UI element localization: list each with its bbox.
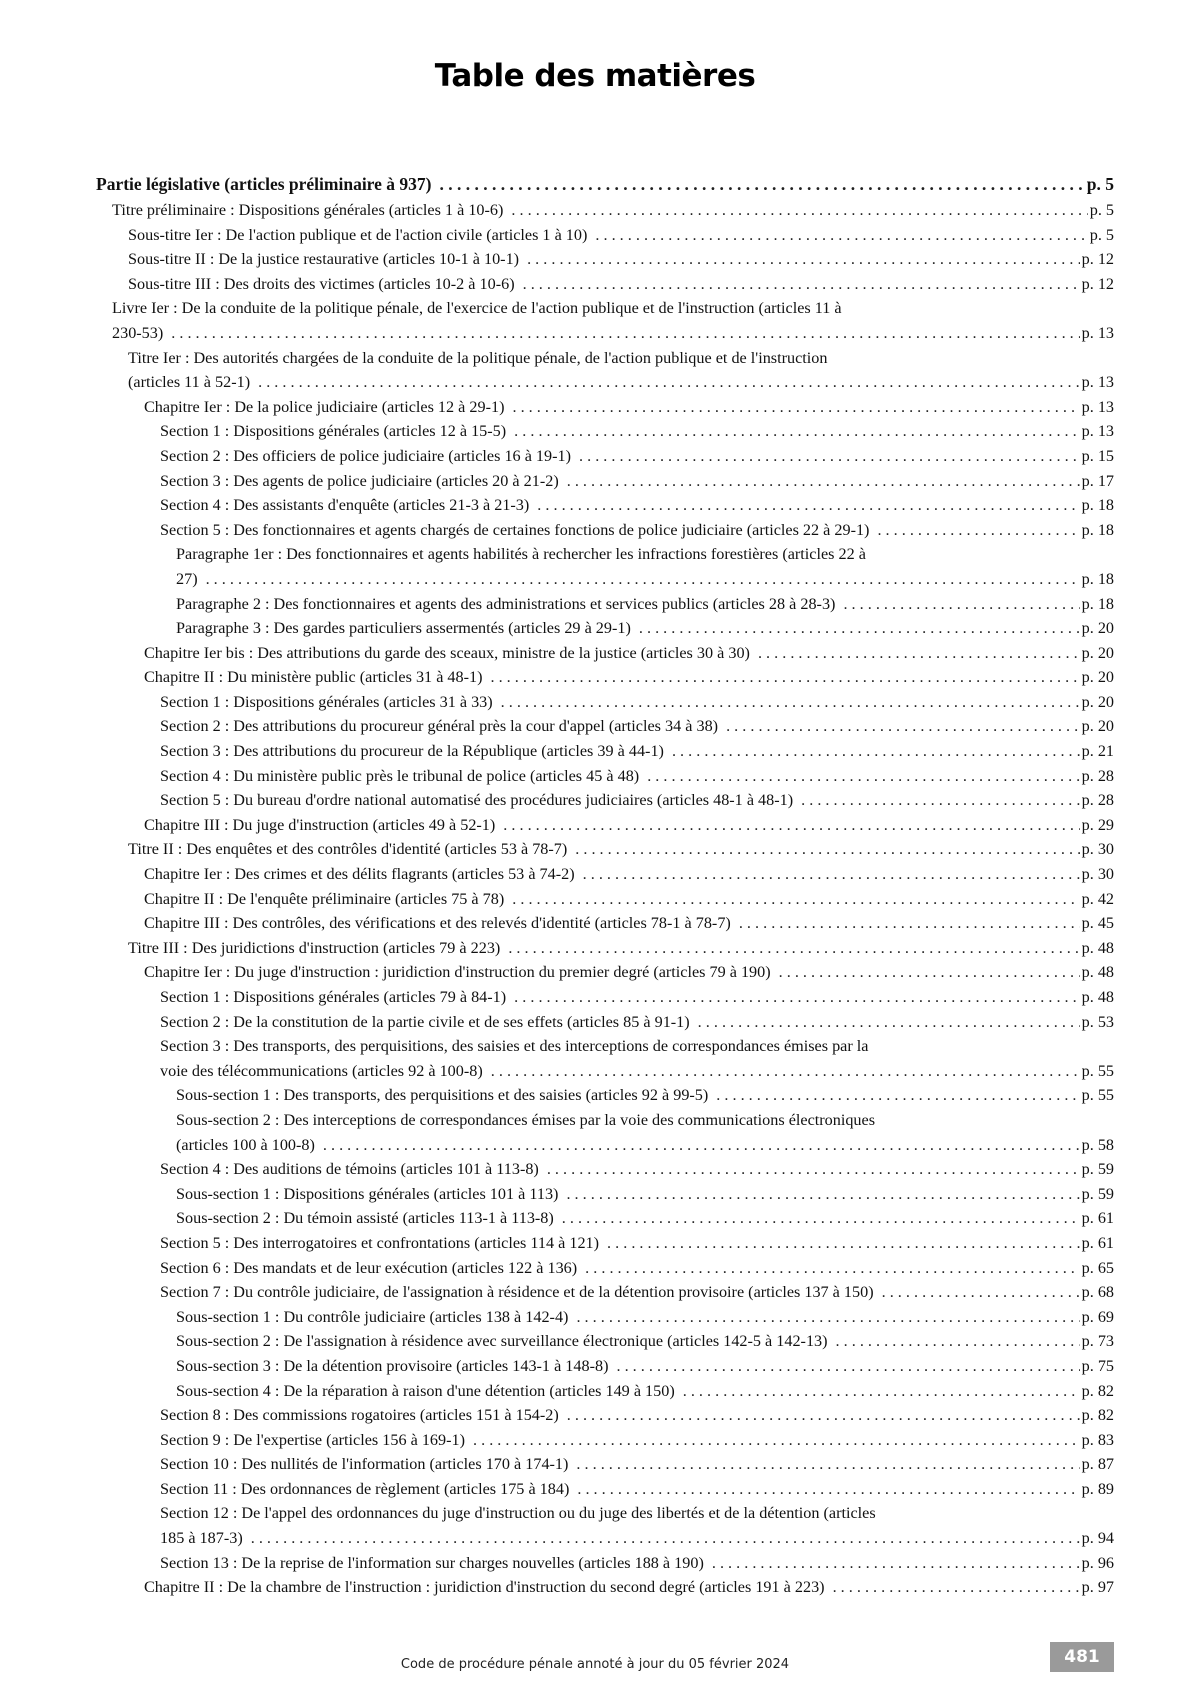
- toc-entry-text: Sous-section 2 : Des interceptions de correspondances émises par la voie des communications électroniques: [176, 1110, 876, 1129]
- toc-page-ref[interactable]: p. 61: [1081, 1209, 1114, 1228]
- toc-page-ref[interactable]: p. 13: [1081, 422, 1114, 441]
- toc-page-ref[interactable]: p. 59: [1081, 1184, 1114, 1203]
- toc-page-ref[interactable]: p. 75: [1081, 1356, 1114, 1375]
- toc-entry-text: Sous-section 2 : Du témoin assisté (articles 113-1 à 113-8): [176, 1209, 554, 1228]
- toc-page-ref[interactable]: p. 61: [1081, 1233, 1114, 1252]
- dot-leader: [843, 592, 1079, 617]
- dot-leader: [206, 567, 1080, 592]
- toc-entry-text: 27): [176, 569, 198, 588]
- toc-entry[interactable]: [96, 1551, 1114, 1576]
- toc-entry[interactable]: [96, 985, 1114, 1010]
- dot-leader: [836, 1329, 1080, 1354]
- toc-entry-text: Titre Ier : Des autorités chargées de la conduite de la politique pénale, de l'action publique et de l'instruction: [128, 348, 828, 367]
- toc-entry-text: Titre III : Des juridictions d'instruction (articles 79 à 223): [128, 938, 501, 957]
- toc-page-ref[interactable]: p. 97: [1081, 1578, 1114, 1597]
- toc-entry-text: Section 2 : Des officiers de police judiciaire (articles 16 à 19-1): [160, 446, 571, 465]
- toc-entry[interactable]: [96, 665, 1114, 690]
- toc-entry[interactable]: [96, 690, 1114, 715]
- toc-entry[interactable]: [96, 714, 1114, 739]
- dot-leader: [171, 321, 1079, 346]
- toc-page-ref[interactable]: p. 45: [1081, 914, 1114, 933]
- toc-page-ref[interactable]: p. 30: [1081, 865, 1114, 884]
- dot-leader: [503, 813, 1079, 838]
- toc-entry-text: voie des télécommunications (articles 92 à 100-8): [160, 1061, 483, 1080]
- toc-entry[interactable]: [96, 223, 1114, 248]
- toc-entry[interactable]: [96, 1428, 1114, 1453]
- dot-leader: [739, 911, 1080, 936]
- dot-leader: [647, 764, 1079, 789]
- toc-page-ref[interactable]: p. 5: [1089, 201, 1114, 219]
- toc-entry-text: Section 5 : Des interrogatoires et confrontations (articles 114 à 121): [160, 1233, 600, 1252]
- toc-entry-text: Section 2 : De la constitution de la partie civile et de ses effets (articles 85 à 91-1): [160, 1012, 690, 1031]
- toc-entry[interactable]: [96, 1083, 1114, 1108]
- toc-page-ref[interactable]: p. 82: [1081, 1381, 1114, 1400]
- toc-entry[interactable]: [96, 887, 1114, 912]
- toc-entry[interactable]: [96, 1305, 1114, 1330]
- toc-entry[interactable]: [96, 1206, 1114, 1231]
- toc-entry-text: Section 5 : Des fonctionnaires et agents chargés de certaines fonctions de police judiciaire (articles 22 à 29-1): [160, 520, 870, 539]
- toc-entry[interactable]: [96, 1280, 1114, 1305]
- toc-page-ref[interactable]: p. 21: [1081, 742, 1114, 761]
- toc-page-ref[interactable]: p. 28: [1081, 791, 1114, 810]
- toc-entry-text: Sous-section 3 : De la détention provisoire (articles 143-1 à 148-8): [176, 1356, 609, 1375]
- toc-entry-text: Chapitre III : Du juge d'instruction (articles 49 à 52-1): [144, 815, 496, 834]
- toc-entry-text: Section 2 : Des attributions du procureur général près la cour d'appel (articles 34 à 38): [160, 717, 719, 736]
- dot-leader: [577, 1477, 1079, 1502]
- toc-entry[interactable]: [96, 395, 1114, 420]
- toc-entry[interactable]: [96, 296, 1114, 345]
- dot-leader: [779, 960, 1080, 985]
- toc-entry-text: Section 3 : Des attributions du procureur de la République (articles 39 à 44-1): [160, 742, 664, 761]
- toc-page-ref[interactable]: p. 18: [1081, 594, 1114, 613]
- toc-entry[interactable]: [96, 592, 1114, 617]
- toc-entry-text: Sous-titre Ier : De l'action publique et de l'action civile (articles 1 à 10): [128, 225, 588, 244]
- dot-leader: [567, 469, 1080, 494]
- toc-entry-text: Section 6 : Des mandats et de leur exécution (articles 122 à 136): [160, 1258, 578, 1277]
- toc-entry-text: (articles 11 à 52-1): [128, 373, 251, 392]
- toc-page-ref[interactable]: p. 53: [1081, 1012, 1114, 1031]
- dot-leader: [801, 788, 1080, 813]
- dot-leader: [473, 1428, 1080, 1453]
- dot-leader: [491, 1059, 1080, 1084]
- dot-leader: [567, 1403, 1080, 1428]
- toc-page-ref[interactable]: p. 89: [1081, 1479, 1114, 1498]
- toc-entry[interactable]: [96, 764, 1114, 789]
- dot-leader: [537, 493, 1079, 518]
- toc-entry[interactable]: [96, 1256, 1114, 1281]
- toc-entry[interactable]: [96, 493, 1114, 518]
- toc-page-ref[interactable]: p. 20: [1081, 668, 1114, 687]
- toc-entry-text: Chapitre Ier : Des crimes et des délits flagrants (articles 53 à 74-2): [144, 865, 575, 884]
- toc-entry-text: 185 à 187-3): [160, 1529, 243, 1548]
- toc-page-ref[interactable]: p. 13: [1081, 323, 1114, 342]
- page-number-badge: 481: [1050, 1642, 1114, 1672]
- toc-entry[interactable]: [96, 837, 1114, 862]
- toc-entry-text: Paragraphe 2 : Des fonctionnaires et agents des administrations et services publics (articles 28 à 28-3): [176, 594, 836, 613]
- toc-page-ref[interactable]: p. 87: [1081, 1455, 1114, 1474]
- toc-entry-text: Section 1 : Dispositions générales (articles 31 à 33): [160, 692, 493, 711]
- toc-entry[interactable]: [96, 911, 1114, 936]
- toc-page-ref[interactable]: p. 82: [1081, 1406, 1114, 1425]
- toc-entry-text: Paragraphe 1er : Des fonctionnaires et agents habilités à rechercher les infractions forestières (articles 22 à: [176, 545, 866, 564]
- dot-leader: [716, 1083, 1079, 1108]
- toc-page-ref[interactable]: p. 13: [1081, 373, 1114, 392]
- toc-entry[interactable]: [96, 616, 1114, 641]
- toc-entry-text: Sous-section 1 : Du contrôle judiciaire (articles 138 à 142-4): [176, 1307, 569, 1326]
- dot-leader: [583, 862, 1080, 887]
- toc-entry-text: (articles 100 à 100-8): [176, 1135, 315, 1154]
- toc-page-ref[interactable]: p. 65: [1081, 1258, 1114, 1277]
- toc-entry-text: Section 10 : Des nullités de l'information (articles 170 à 174-1): [160, 1455, 569, 1474]
- toc-page-ref[interactable]: p. 68: [1081, 1283, 1114, 1302]
- toc-page-ref[interactable]: p. 20: [1081, 619, 1114, 638]
- dot-leader: [527, 247, 1080, 272]
- dot-leader: [833, 1575, 1080, 1600]
- toc-entry-text: Chapitre Ier bis : Des attributions du garde des sceaux, ministre de la justice (articles 30 à 30): [144, 643, 750, 662]
- toc-entry-text: Sous-section 2 : De l'assignation à résidence avec surveillance électronique (articles 142-5 à 142-13): [176, 1332, 828, 1351]
- toc-entry[interactable]: [96, 518, 1114, 543]
- dot-leader: [547, 1157, 1080, 1182]
- toc-page-ref[interactable]: p. 55: [1081, 1086, 1114, 1105]
- dot-leader: [512, 887, 1079, 912]
- toc-page-ref[interactable]: p. 28: [1081, 766, 1114, 785]
- toc-page-ref[interactable]: p. 20: [1081, 643, 1114, 662]
- toc-page-ref[interactable]: p. 94: [1081, 1529, 1114, 1548]
- toc-entry[interactable]: [96, 1329, 1114, 1354]
- dot-leader: [501, 690, 1080, 715]
- toc-page-ref[interactable]: p. 12: [1081, 250, 1114, 269]
- toc-entry[interactable]: [96, 960, 1114, 985]
- dot-leader: [576, 1305, 1079, 1330]
- toc-page-ref[interactable]: p. 73: [1081, 1332, 1114, 1351]
- toc-entry-text: Section 3 : Des agents de police judiciaire (articles 20 à 21-2): [160, 471, 559, 490]
- toc-entry-text: Section 1 : Dispositions générales (articles 79 à 84-1): [160, 988, 507, 1006]
- toc-entry-text: Section 3 : Des transports, des perquisitions, des saisies et des interceptions de correspondances émises par la: [160, 1037, 869, 1056]
- toc-page-ref[interactable]: p. 42: [1081, 889, 1114, 908]
- toc-entry-text: Sous-section 1 : Des transports, des perquisitions et des saisies (articles 92 à 99-5): [176, 1086, 709, 1105]
- toc-entry[interactable]: [96, 1010, 1114, 1035]
- toc-entry-text: Section 4 : Des auditions de témoins (articles 101 à 113-8): [160, 1160, 539, 1179]
- toc-entry-text: 230-53): [112, 323, 164, 342]
- toc-page-ref[interactable]: p. 48: [1081, 988, 1114, 1006]
- toc-entry[interactable]: [96, 788, 1114, 813]
- dot-leader: [490, 665, 1079, 690]
- toc-page-ref[interactable]: p. 18: [1081, 520, 1114, 539]
- toc-page-ref[interactable]: p. 48: [1081, 963, 1114, 982]
- dot-leader: [882, 1280, 1080, 1305]
- toc-entry[interactable]: [96, 1231, 1114, 1256]
- toc-page-ref[interactable]: p. 58: [1081, 1135, 1114, 1154]
- toc-page-ref[interactable]: p. 18: [1081, 569, 1114, 588]
- toc-entry[interactable]: [96, 936, 1114, 961]
- toc-page-ref[interactable]: p. 20: [1081, 692, 1114, 711]
- toc-entry-text: Chapitre II : De la chambre de l'instruction : juridiction d'instruction du second degré (articles 191 à 223): [144, 1578, 825, 1597]
- toc-entry[interactable]: [96, 346, 1114, 395]
- toc-entry[interactable]: [96, 1501, 1114, 1550]
- toc-entry-text: Sous-titre II : De la justice restaurative (articles 10-1 à 10-1): [128, 250, 520, 269]
- toc-entry[interactable]: [96, 1403, 1114, 1428]
- dot-leader: [562, 1206, 1080, 1231]
- dot-leader: [514, 419, 1079, 444]
- dot-leader: [439, 171, 1084, 198]
- toc-page-ref[interactable]: p. 5: [1089, 225, 1114, 244]
- toc-entry-text: Sous-section 4 : De la réparation à raison d'une détention (articles 149 à 150): [176, 1381, 675, 1400]
- toc-entry-text: Paragraphe 3 : Des gardes particuliers assermentés (articles 29 à 29-1): [176, 619, 631, 638]
- dot-leader: [712, 1551, 1080, 1576]
- toc-entry-text: Section 4 : Du ministère public près le tribunal de police (articles 45 à 48): [160, 766, 640, 785]
- toc-entry[interactable]: [96, 444, 1114, 469]
- toc-entry-text: Chapitre II : De l'enquête préliminaire (articles 75 à 78): [144, 889, 505, 908]
- toc-entry[interactable]: [96, 641, 1114, 666]
- toc-entry-text: Chapitre III : Des contrôles, des vérifications et des relevés d'identité (articles 78-1 à 78-7): [144, 914, 731, 933]
- toc-entry-text: Partie législative (articles préliminaire à 937): [96, 174, 432, 194]
- dot-leader: [683, 1379, 1080, 1404]
- dot-leader: [672, 739, 1080, 764]
- toc-entry[interactable]: [96, 1452, 1114, 1477]
- dot-leader: [639, 616, 1080, 641]
- toc-entry-text: Livre Ier : De la conduite de la politique pénale, de l'exercice de l'action publique et de l'instruction (articles 11 à: [112, 299, 842, 318]
- toc-entry-text: Section 12 : De l'appel des ordonnances du juge d'instruction ou du juge des libertés et de la détention (articles: [160, 1504, 876, 1523]
- toc-entry[interactable]: [96, 542, 1114, 591]
- table-of-contents: [96, 171, 1114, 1600]
- toc-entry[interactable]: [96, 198, 1114, 223]
- toc-page-ref[interactable]: p. 5: [1086, 174, 1114, 194]
- dot-leader: [585, 1256, 1079, 1281]
- toc-page-ref[interactable]: p. 83: [1081, 1430, 1114, 1449]
- toc-entry-text: Section 5 : Du bureau d'ordre national automatisé des procédures judiciaires (articles 48-1 à 48-1): [160, 791, 794, 810]
- toc-entry[interactable]: [96, 469, 1114, 494]
- toc-entry[interactable]: [96, 171, 1114, 198]
- toc-entry-text: Section 8 : Des commissions rogatoires (articles 151 à 154-2): [160, 1406, 559, 1425]
- toc-entry[interactable]: [96, 1477, 1114, 1502]
- toc-page-ref[interactable]: p. 20: [1081, 717, 1114, 736]
- toc-entry-text: Sous-section 1 : Dispositions générales (articles 101 à 113): [176, 1184, 559, 1203]
- dot-leader: [523, 272, 1080, 297]
- dot-leader: [514, 985, 1079, 1010]
- dot-leader: [579, 444, 1080, 469]
- toc-entry-text: Chapitre II : Du ministère public (articles 31 à 48-1): [144, 668, 483, 687]
- dot-leader: [258, 370, 1080, 395]
- toc-page-ref[interactable]: p. 96: [1081, 1553, 1114, 1572]
- dot-leader: [726, 714, 1080, 739]
- toc-page-ref[interactable]: p. 48: [1081, 938, 1114, 957]
- dot-leader: [511, 198, 1087, 223]
- footer-text: Code de procédure pénale annoté à jour du 05 février 2024: [400, 1657, 790, 1672]
- toc-entry[interactable]: [96, 1034, 1114, 1083]
- toc-entry-text: Titre II : Des enquêtes et des contrôles d'identité (articles 53 à 78-7): [128, 840, 568, 859]
- page-title: Table des matières: [434, 58, 756, 94]
- toc-entry[interactable]: [96, 1182, 1114, 1207]
- toc-entry[interactable]: [96, 1108, 1114, 1157]
- dot-leader: [508, 936, 1079, 961]
- toc-entry[interactable]: [96, 419, 1114, 444]
- toc-entry-text: Section 11 : Des ordonnances de règlement (articles 175 à 184): [160, 1479, 570, 1498]
- toc-entry-text: Section 4 : Des assistants d'enquête (articles 21-3 à 21-3): [160, 496, 530, 515]
- dot-leader: [251, 1526, 1080, 1551]
- toc-entry-text: Section 9 : De l'expertise (articles 156 à 169-1): [160, 1430, 465, 1449]
- dot-leader: [512, 395, 1079, 420]
- dot-leader: [698, 1010, 1080, 1035]
- toc-page-ref[interactable]: p. 69: [1081, 1307, 1114, 1326]
- dot-leader: [616, 1354, 1079, 1379]
- toc-page-ref[interactable]: p. 15: [1081, 446, 1114, 465]
- toc-page-ref[interactable]: p. 18: [1081, 496, 1114, 515]
- toc-entry-text: Section 7 : Du contrôle judiciaire, de l'assignation à résidence et de la détention provisoire (articles 137 à 150): [160, 1283, 874, 1302]
- toc-page-ref[interactable]: p. 29: [1081, 815, 1114, 834]
- toc-entry[interactable]: [96, 862, 1114, 887]
- toc-page-ref[interactable]: p. 13: [1081, 397, 1114, 416]
- dot-leader: [575, 837, 1079, 862]
- toc-entry[interactable]: [96, 272, 1114, 297]
- dot-leader: [566, 1182, 1079, 1207]
- toc-entry[interactable]: [96, 1354, 1114, 1379]
- toc-page-ref[interactable]: p. 55: [1081, 1061, 1114, 1080]
- dot-leader: [877, 518, 1079, 543]
- toc-entry[interactable]: [96, 813, 1114, 838]
- dot-leader: [323, 1133, 1080, 1158]
- toc-page-ref[interactable]: p. 30: [1081, 840, 1114, 859]
- toc-entry[interactable]: [96, 739, 1114, 764]
- toc-entry[interactable]: [96, 1379, 1114, 1404]
- toc-entry[interactable]: [96, 1157, 1114, 1182]
- toc-entry-text: Section 1 : Dispositions générales (articles 12 à 15-5): [160, 422, 507, 441]
- dot-leader: [595, 223, 1087, 248]
- toc-entry-text: Titre préliminaire : Dispositions générales (articles 1 à 10-6): [112, 201, 504, 219]
- toc-entry-text: Chapitre Ier : Du juge d'instruction : juridiction d'instruction du premier degré (articles 79 à 190): [144, 963, 771, 982]
- toc-page-ref[interactable]: p. 59: [1081, 1160, 1114, 1179]
- toc-page-ref[interactable]: p. 17: [1081, 471, 1114, 490]
- toc-page-ref[interactable]: p. 12: [1081, 274, 1114, 293]
- dot-leader: [758, 641, 1080, 666]
- toc-entry-text: Sous-titre III : Des droits des victimes (articles 10-2 à 10-6): [128, 274, 515, 293]
- toc-entry[interactable]: [96, 1575, 1114, 1600]
- toc-entry-text: Section 13 : De la reprise de l'information sur charges nouvelles (articles 188 à 190): [160, 1553, 704, 1572]
- dot-leader: [607, 1231, 1080, 1256]
- dot-leader: [576, 1452, 1079, 1477]
- toc-entry-text: Chapitre Ier : De la police judiciaire (articles 12 à 29-1): [144, 397, 505, 416]
- toc-entry[interactable]: [96, 247, 1114, 272]
